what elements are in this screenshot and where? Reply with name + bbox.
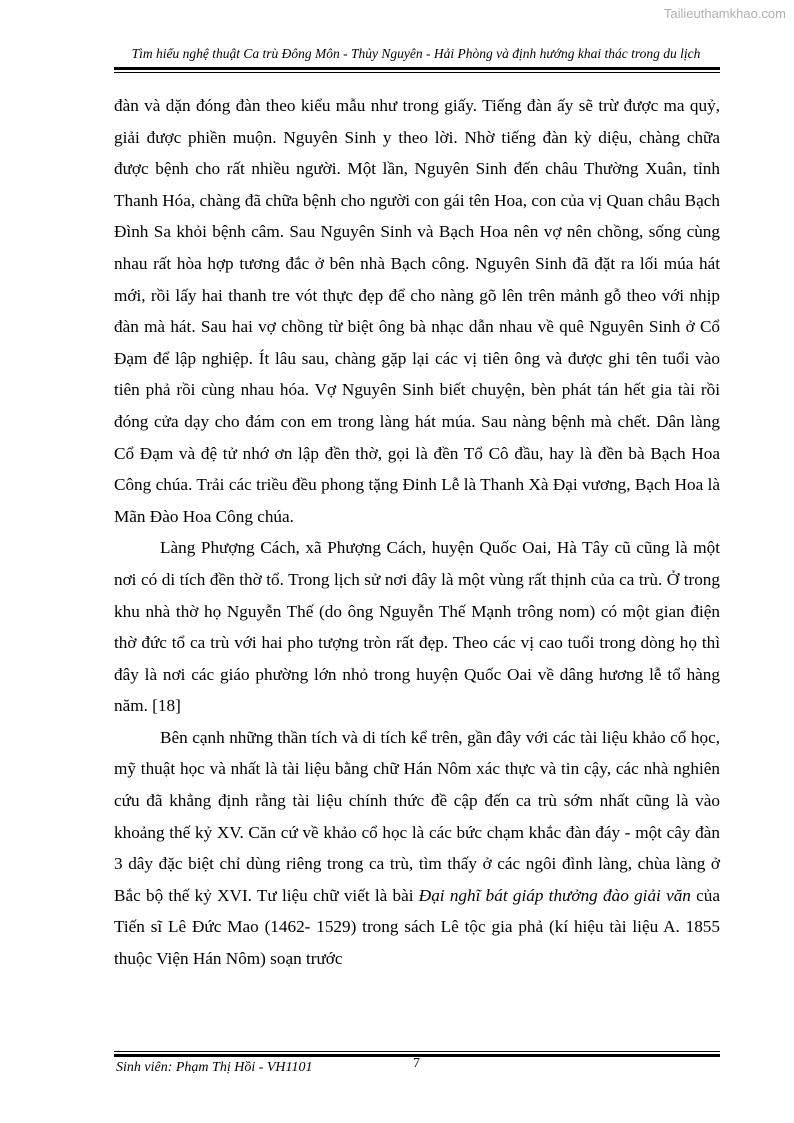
paragraph-3 — [114, 722, 720, 975]
footer-author: Sinh viên: Phạm Thị Hồi - VH1101 — [116, 1060, 313, 1075]
header-divider-thick — [114, 67, 720, 70]
page-number: 7 — [413, 1056, 420, 1071]
paragraph-2: Làng Phượng Cách, xã Phượng Cách, huyện Quốc Oai, Hà Tây cũ cũng là một nơi có di tích đền thờ tổ. Trong lịch sử nơi đây là một vùng rất thịnh của ca trù. Ở trong khu nhà thờ họ Nguyễn Thế (do ông Nguyễn Thế Mạnh trông nom) có một gian điện thờ đức tổ ca trù với hai pho tượng tròn rất đẹp. Theo các vị cao tuổi trong dòng họ thì đây là nơi các giáo phường lớn nhỏ trong huyện Quốc Oai về dâng hương lễ tổ hàng năm. [18] — [114, 538, 720, 716]
work-title-italic: Đại nghĩ bát giáp thưởng đào giải văn — [418, 885, 691, 905]
footer-divider-thin — [114, 1051, 720, 1052]
paragraph-3-part-a: Bên cạnh những thần tích và di tích kể trên, gần đây với các tài liệu khảo cổ học, mỹ thuật học và nhất là tài liệu bằng chữ Hán Nôm xác thực và tin cậy, các nhà nghiên cứu đã khẳng định rằng tài liệu chính thức đề cập đến ca trù sớm nhất cũng là vào khoảng thế kỷ XV. Căn cứ về khảo cổ học là các bức chạm khắc đàn đáy - một cây đàn 3 dây đặc biệt chỉ dùng riêng trong ca trù, tìm thấy ở các ngôi đình làng, chùa làng ở Bắc bộ thế kỷ XVI. Tư liệu chữ viết là bài — [114, 727, 720, 905]
document-body — [114, 90, 720, 975]
watermark: Tailieuthamkhao.com — [663, 6, 786, 21]
page-header-title: Tìm hiểu nghệ thuật Ca trù Đông Môn - Thủy Nguyên - Hải Phòng và định hướng khai thác trong du lịch — [131, 46, 701, 61]
header-divider-thin — [114, 72, 720, 73]
paragraph-3-part-b: của Tiến sĩ Lê Đức Mao (1462- 1529) trong sách Lê tộc gia phả (kí hiệu tài liệu A. 1855 thuộc Viện Hán Nôm) soạn trước — [114, 885, 721, 969]
paragraph-1: đàn và dặn đóng đàn theo kiểu mẫu như trong giấy. Tiếng đàn ấy sẽ trừ được ma quỷ, giải được phiền muộn. Nguyên Sinh y theo lời. Nhờ tiếng đàn kỳ diệu, chàng chữa được bệnh cho rất nhiều người. Một lần, Nguyên Sinh đến châu Thường Xuân, tỉnh Thanh Hóa, chàng đã chữa bệnh cho người con gái tên Hoa, con của vị Quan châu Bạch Đình Sa khỏi bệnh câm. Sau Nguyên Sinh và Bạch Hoa nên vợ nên chồng, sống cùng nhau rất hòa hợp tương đắc ở bên nhà Bạch công. Nguyên Sinh đã đặt ra lối múa hát mới, rồi lấy hai thanh tre vót thực đẹp để cho nàng gõ lên trên mảnh gỗ theo với nhịp đàn mà hát. Sau hai vợ chồng từ biệt ông bà nhạc dẫn nhau về quê Nguyên Sinh ở Cổ Đạm để lập nghiệp. Ít lâu sau, chàng gặp lại các vị tiên ông và được ghi tên tuổi vào tiên phả rồi cùng nhau hóa. Vợ Nguyên Sinh biết chuyện, bèn phát tán hết gia tài rồi đóng cửa dạy cho đám con em trong làng hát múa. Sau nàng bệnh mà chết. Dân làng Cổ Đạm và đệ tử nhớ ơn lập đền thờ, gọi là đền Tổ Cô đầu, hay là đền bà Bạch Hoa Công chúa. Trải các triều đều phong tặng Đinh Lễ là Thanh Xà Đại vương, Bạch Hoa là Mãn Đào Hoa Công chúa. — [114, 96, 720, 526]
